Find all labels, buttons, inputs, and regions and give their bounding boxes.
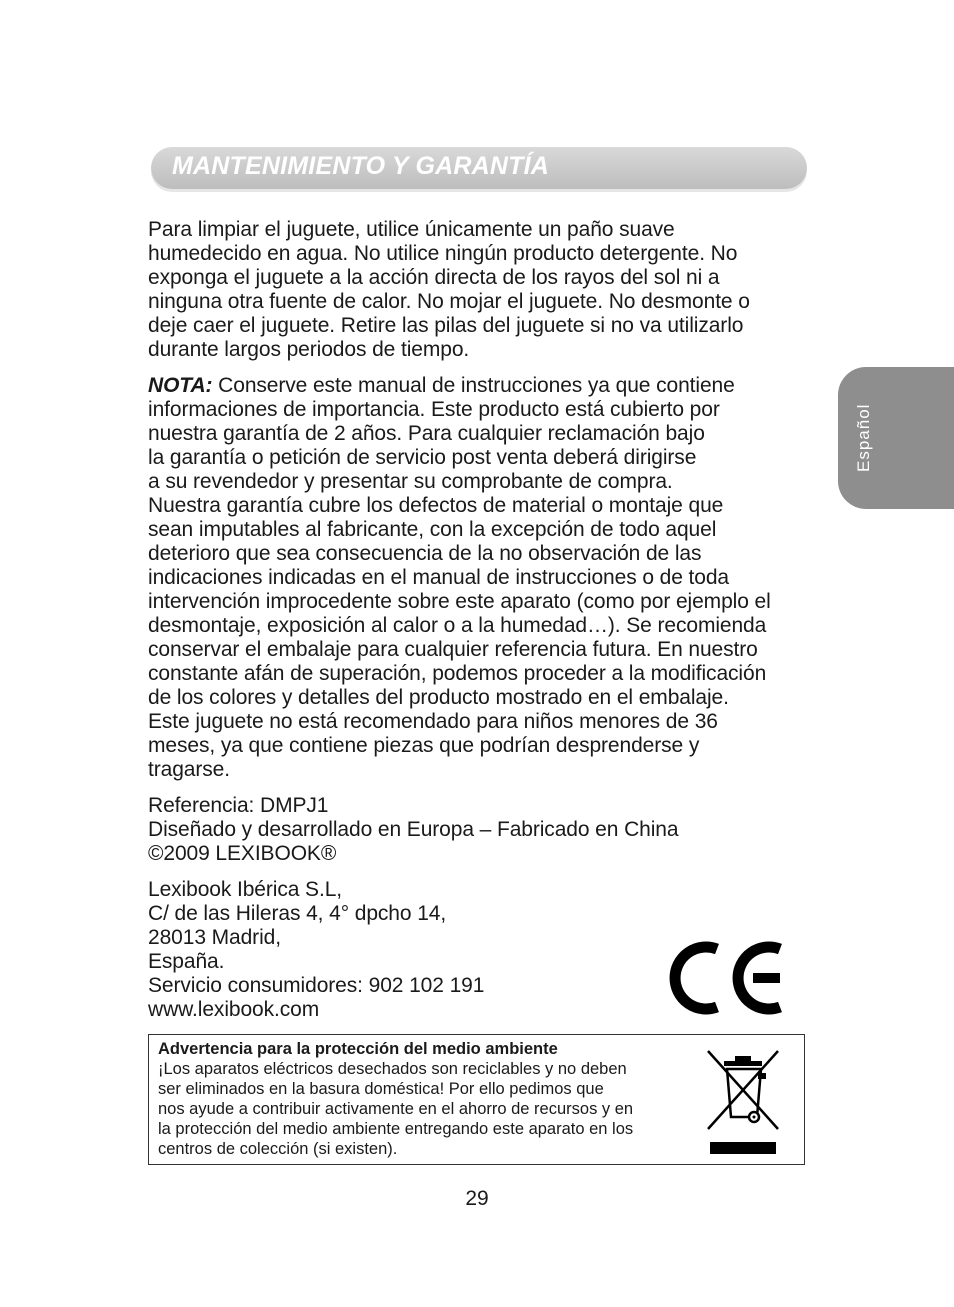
note-label: NOTA: — [148, 374, 213, 397]
address-paragraph: Lexibook Ibérica S.L, C/ de las Hileras 4, 4° dpcho 14, 28013 Madrid, España. Servicio consumidores: 902 102 191 www.lexibook.com — [148, 878, 485, 1021]
maintenance-paragraph: Para limpiar el juguete, utilice únicamente un paño suave humedecido en agua. No utilice ningún producto detergente. No exponga el juguete a la acción directa de los rayos del sol ni a ninguna otra fuente de calor. No mojar el juguete. No desmonte o deje caer el juguete. Retire las pilas del juguete si no va utilizarlo durante largos periodos de tiempo. — [148, 218, 750, 361]
note-text: Conserve este manual de instrucciones ya que contiene informaciones de importancia. Este producto está cubierto por nuestra garantía de 2 años. Para cualquier reclamación bajo la garantía o petición de servicio post venta deberá dirigirse a su revendedor y presentar su comprobante de compra. Nuestra garantía cubre los defectos de material o montaje que sean imputables al fabricante, con la excepción de todo aquel deterioro que sea consecuencia de la no observación de las indicaciones indicadas en el manual de instrucciones o de toda intervención improcedente sobre este aparato (como por ejemplo el desmontaje, exposición al calor o a la humedad…). Se recomienda conservar el embalaje para cualquier referencia futura. En nuestro constante afán de superación, podemos proceder a la modificación de los colores y detalles del producto mostrado en el embalaje. Este juguete no está recomendado para niños menores de 36 meses, ya que contiene piezas que podrían desprenderse y tragarse. — [148, 374, 771, 781]
environment-notice-box — [148, 1034, 805, 1165]
reference-paragraph: Referencia: DMPJ1 Diseñado y desarrollado en Europa – Fabricado en China ©2009 LEXIBOOK® — [148, 794, 679, 865]
section-title: MANTENIMIENTO Y GARANTÍA — [172, 152, 550, 180]
language-tab-label: Español — [854, 403, 873, 473]
ce-mark-icon — [668, 936, 786, 1020]
section-header-bar — [151, 147, 807, 189]
environment-notice-text: ¡Los aparatos eléctricos desechados son reciclables y no deben ser eliminados en la basura doméstica! Por ello pedimos que nos ayude a contribuir activamente en el ahorro de recursos y en la protección del medio ambiente entregando este aparato en los centros de colección (si existen). — [158, 1060, 634, 1158]
warranty-paragraph — [148, 374, 828, 782]
environment-notice-title: Advertencia para la protección del medio ambiente — [158, 1040, 558, 1058]
crossed-out-bin-icon — [702, 1043, 784, 1155]
page-number: 29 — [465, 1187, 489, 1210]
language-tab — [838, 367, 954, 509]
